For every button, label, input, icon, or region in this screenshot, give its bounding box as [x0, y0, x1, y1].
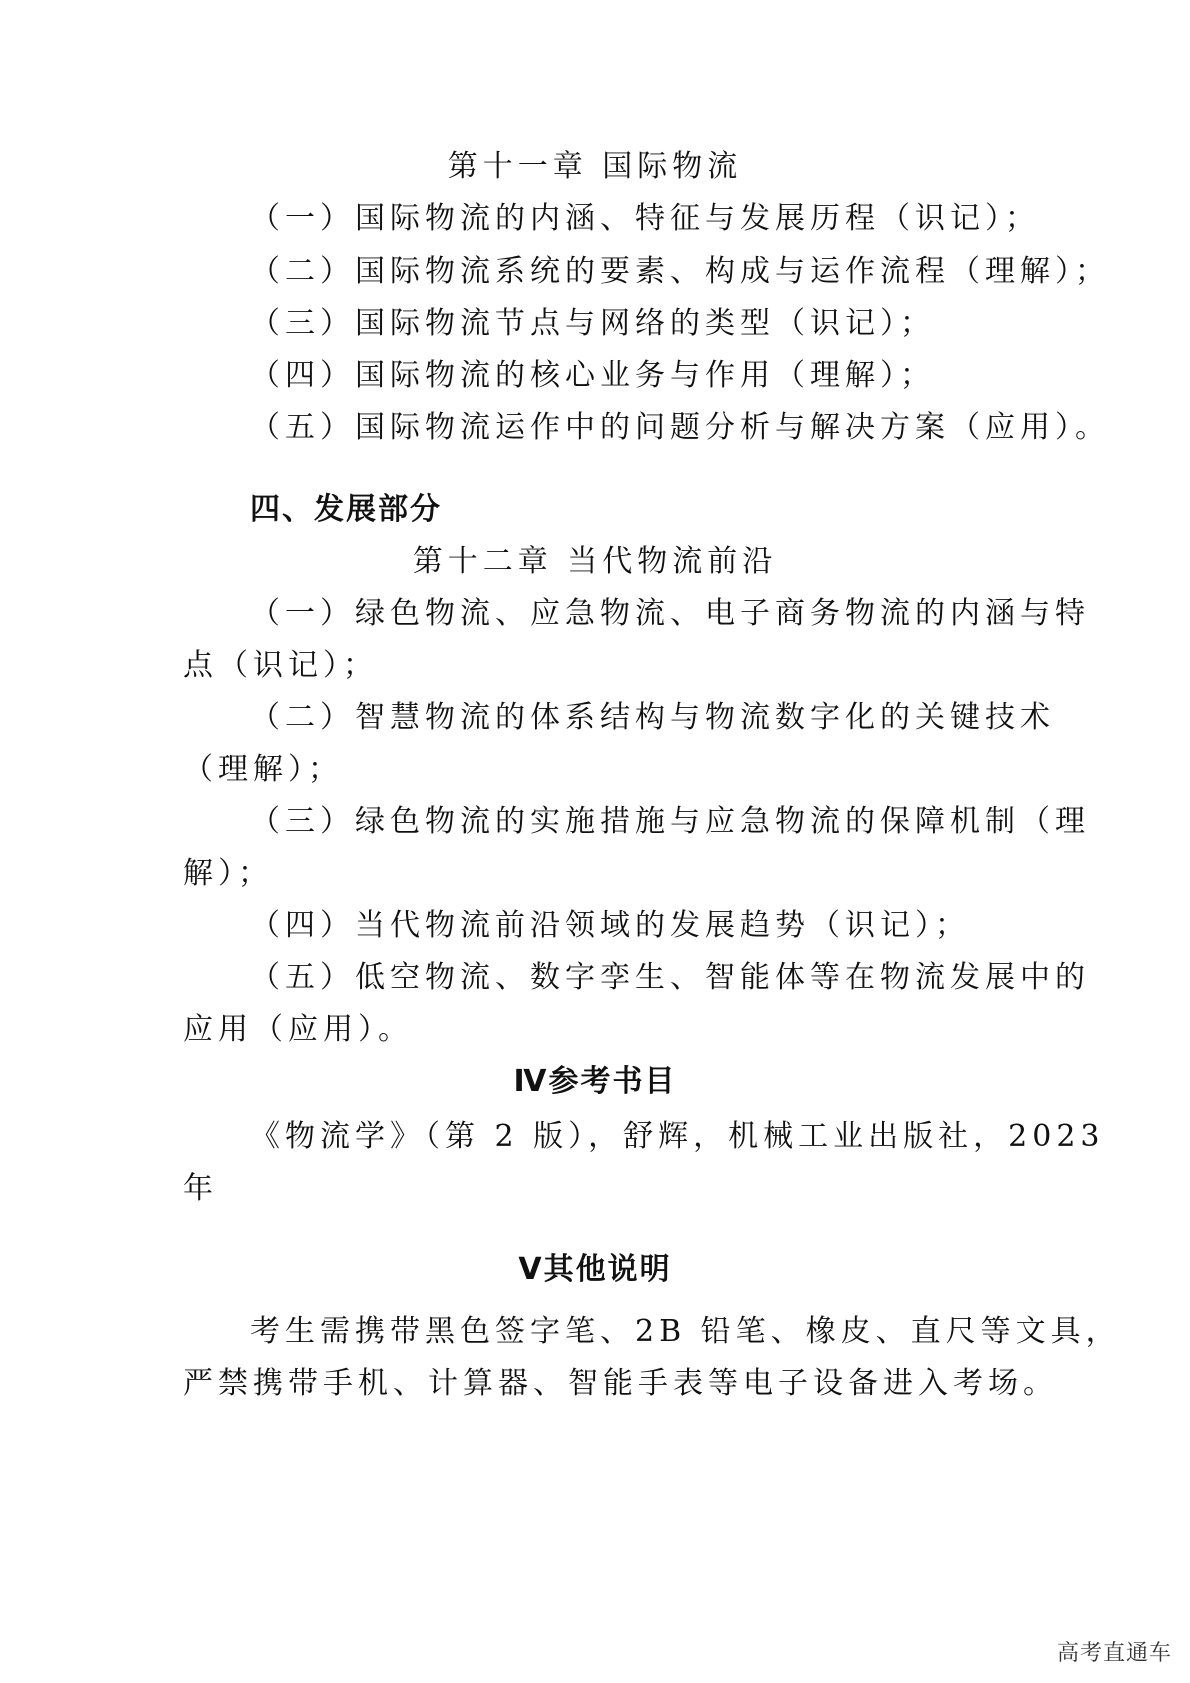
- reference-book-line-2: 年: [183, 1171, 218, 1206]
- chapter-12-item-5-line-2: 应用（应用）。: [183, 1012, 413, 1047]
- chapter-11-item-1: （一）国际物流的内涵、特征与发展历程（识记）；: [250, 201, 1040, 236]
- section-4-heading: 四、发展部分: [250, 492, 442, 527]
- chapter-12-item-5-line-1: （五）低空物流、数字孪生、智能体等在物流发展中的: [250, 960, 1090, 995]
- chapter-12-item-2-line-1: （二）智慧物流的体系结构与物流数字化的关键技术: [250, 700, 1055, 735]
- chapter-12-title: 第十二章 当代物流前沿: [412, 544, 778, 579]
- other-notes-heading: Ⅴ其他说明: [518, 1252, 672, 1287]
- chapter-12-item-1-line-1: （一）绿色物流、应急物流、电子商务物流的内涵与特: [250, 596, 1090, 631]
- chapter-11-item-5: （五）国际物流运作中的问题分析与解决方案（应用）。: [250, 410, 1110, 445]
- watermark-text: 高考直通车: [1056, 1641, 1172, 1666]
- chapter-11-title: 第十一章 国际物流: [447, 149, 743, 184]
- chapter-12-item-1-line-2: 点（识记）；: [183, 648, 378, 683]
- chapter-11-item-3: （三）国际物流节点与网络的类型（识记）；: [250, 306, 935, 341]
- chapter-11-item-4: （四）国际物流的核心业务与作用（理解）；: [250, 358, 935, 393]
- chapter-12-item-2-line-2: （理解）；: [183, 752, 343, 787]
- other-notes-line-1: 考生需携带黑色签字笔、2B 铅笔、橡皮、直尺等文具，: [250, 1314, 1121, 1349]
- chapter-12-item-4: （四）当代物流前沿领域的发展趋势（识记）；: [250, 908, 970, 943]
- chapter-12-item-3-line-1: （三）绿色物流的实施措施与应急物流的保障机制（理: [250, 804, 1090, 839]
- reference-book-line-1: 《物流学》（第 2 版），舒辉，机械工业出版社，2023: [250, 1119, 1105, 1154]
- other-notes-line-2: 严禁携带手机、计算器、智能手表等电子设备进入考场。: [183, 1366, 1058, 1401]
- chapter-12-item-3-line-2: 解）；: [183, 856, 273, 891]
- references-heading: Ⅳ参考书目: [513, 1064, 677, 1099]
- chapter-11-item-2: （二）国际物流系统的要素、构成与运作流程（理解）；: [250, 254, 1110, 289]
